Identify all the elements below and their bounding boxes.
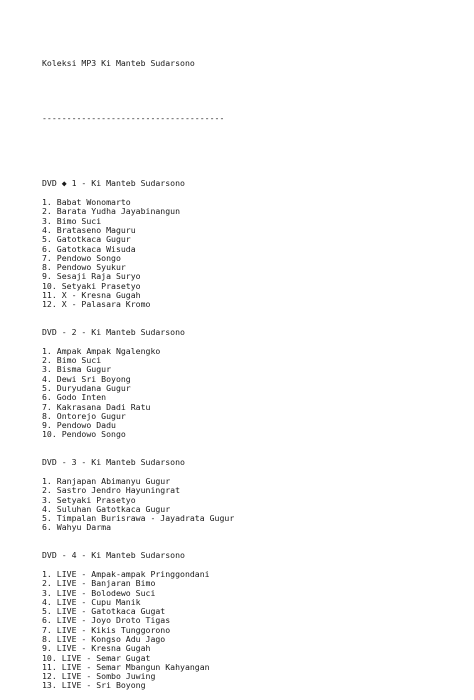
track-item: 6. Wahyu Darma: [42, 522, 112, 533]
track-item: 6. LIVE - Joyo Droto Tigas: [42, 615, 171, 626]
track-item: 7. Pendowo Songo: [42, 252, 121, 263]
section-heading: DVD ◆ 1 - Ki Manteb Sudarsono: [42, 178, 185, 189]
track-item: 6. Gatotkaca Wisuda: [42, 243, 136, 254]
track-item: 3. Bisma Gugur: [42, 364, 112, 375]
track-item: 12. LIVE - Sombo Juwing: [42, 671, 156, 682]
track-list: [42, 570, 462, 691]
track-item: 3. Bimo Suci: [42, 215, 102, 226]
sections-container: [42, 179, 462, 690]
section-heading: DVD - 3 - Ki Manteb Sudarsono: [42, 457, 185, 468]
dvd-section: [42, 179, 462, 328]
track-list: [42, 347, 462, 440]
track-list: [42, 198, 462, 310]
track-item: 10. Pendowo Songo: [42, 429, 126, 440]
track-item: 9. Pendowo Dadu: [42, 420, 116, 431]
track-item: 1. LIVE - Ampak-ampak Pringgondani: [42, 568, 210, 579]
track-item: 8. Ontorejo Gugur: [42, 410, 126, 421]
track-item: 13. LIVE - Sri Boyong: [42, 680, 146, 691]
track-item: 5. LIVE - Gatotkaca Gugat: [42, 606, 166, 617]
spacer: [42, 142, 462, 151]
track-item: 11. LIVE - Semar Mbangun Kahyangan: [42, 661, 210, 672]
track-item: 10. Setyaki Prasetyo: [42, 280, 141, 291]
separator-line: -------------------------------------: [42, 113, 225, 124]
track-item: 1. Ranjapan Abimanyu Gugur: [42, 475, 171, 486]
spacer: [42, 86, 462, 95]
dvd-section: [42, 328, 462, 458]
track-item: 8. LIVE - Kongso Adu Jago: [42, 634, 166, 644]
track-item: 7. LIVE - Kikis Tunggorono: [42, 624, 171, 635]
document-title: Koleksi MP3 Ki Manteb Sudarsono: [42, 57, 195, 68]
section-heading: DVD - 4 - Ki Manteb Sudarsono: [42, 550, 185, 561]
spacer: [42, 533, 462, 552]
track-item: 4. LIVE - Cupu Manik: [42, 596, 141, 607]
spacer: [42, 440, 462, 459]
section-heading: DVD - 2 - Ki Manteb Sudarsono: [42, 327, 185, 338]
track-item: 2. Barata Yudha Jayabinangun: [42, 206, 181, 217]
track-item: 3. LIVE - Bolodewo Suci: [42, 587, 156, 598]
track-item: 3. Setyaki Prasetyo: [42, 494, 136, 505]
spacer: [42, 310, 462, 329]
track-item: 4. Suluhan Gatotkaca Gugur: [42, 503, 171, 514]
dvd-section: [42, 551, 462, 690]
track-item: 6. Godo Inten: [42, 392, 107, 403]
track-item: 7. Kakrasana Dadi Ratu: [42, 401, 151, 412]
track-item: 9. LIVE - Kresna Gugah: [42, 643, 151, 654]
track-item: 2. LIVE - Banjaran Bimo: [42, 578, 156, 589]
track-item: 1. Ampak Ampak Ngalengko: [42, 345, 161, 356]
track-item: 4. Dewi Sri Boyong: [42, 373, 131, 384]
track-item: 5. Timpalan Burisrawa - Jayadrata Gugur: [42, 513, 235, 524]
track-item: 9. Sesaji Raja Suryo: [42, 271, 141, 282]
track-item: 1. Babat Wonomarto: [42, 197, 131, 208]
track-item: 8. Pendowo Syukur: [42, 262, 126, 273]
track-item: 10. LIVE - Semar Gugat: [42, 652, 151, 663]
track-item: 5. Gatotkaca Gugur: [42, 234, 131, 245]
document-page: [42, 40, 462, 700]
track-item: 11. X - Kresna Gugah: [42, 290, 141, 301]
track-item: 2. Bimo Suci: [42, 355, 102, 366]
dvd-section: [42, 458, 462, 551]
track-list: [42, 477, 462, 533]
track-item: 2. Sastro Jendro Hayuningrat: [42, 485, 181, 496]
track-item: 12. X - Palasara Kromo: [42, 299, 151, 310]
track-item: 5. Duryudana Gugur: [42, 382, 131, 393]
track-item: 4. Brataseno Maguru: [42, 224, 136, 235]
